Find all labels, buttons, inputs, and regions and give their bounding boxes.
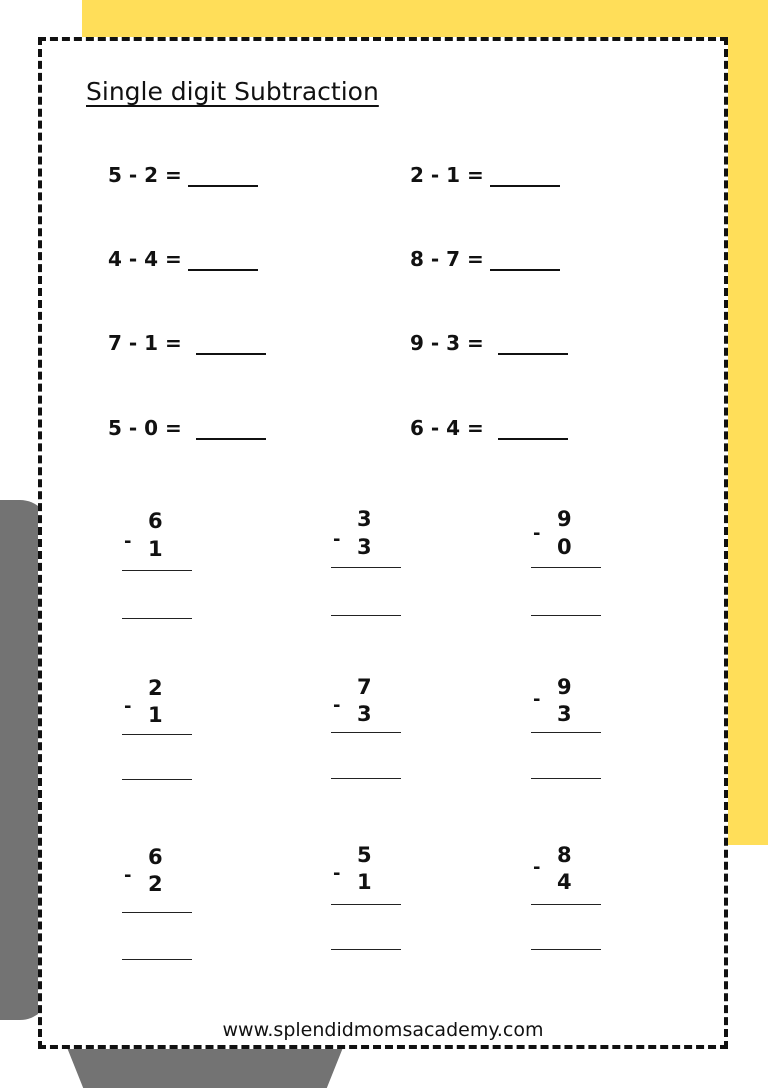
vertical-problem (122, 678, 202, 798)
minuend: 7 (357, 675, 372, 699)
minuend: 6 (148, 845, 163, 869)
answer-blank[interactable] (196, 337, 266, 355)
sum-line (531, 904, 601, 905)
vertical-problem (122, 511, 202, 631)
answer-line[interactable] (531, 615, 601, 616)
sum-line (122, 734, 192, 735)
answer-line[interactable] (331, 949, 401, 950)
minuend: 6 (148, 509, 163, 533)
horizontal-problem (410, 247, 560, 271)
problem-expression: 2 - 1 = (410, 163, 484, 187)
sum-line (331, 904, 401, 905)
vertical-problem (122, 847, 202, 967)
vertical-problem (331, 677, 411, 797)
answer-line[interactable] (531, 778, 601, 779)
answer-line[interactable] (122, 959, 192, 960)
answer-blank[interactable] (188, 169, 258, 187)
minus-sign: - (533, 523, 541, 544)
sum-line (531, 567, 601, 568)
horizontal-problem (410, 331, 568, 355)
minus-sign: - (533, 689, 541, 710)
problem-expression: 4 - 4 = (108, 247, 182, 271)
sum-line (331, 732, 401, 733)
answer-line[interactable] (331, 615, 401, 616)
minuend: 2 (148, 676, 163, 700)
sum-line (122, 570, 192, 571)
answer-blank[interactable] (188, 253, 258, 271)
answer-blank[interactable] (490, 169, 560, 187)
vertical-problem (531, 845, 611, 965)
worksheet-title: Single digit Subtraction (86, 77, 379, 106)
answer-blank[interactable] (196, 422, 266, 440)
minus-sign: - (124, 696, 132, 717)
answer-blank[interactable] (490, 253, 560, 271)
horizontal-problem (410, 163, 560, 187)
subtrahend: 3 (557, 702, 572, 726)
footer-website: www.splendidmomsacademy.com (222, 1019, 544, 1041)
sum-line (122, 912, 192, 913)
subtrahend: 3 (357, 702, 372, 726)
problem-expression: 7 - 1 = (108, 331, 182, 355)
horizontal-problem (108, 163, 258, 187)
minuend: 9 (557, 507, 572, 531)
subtrahend: 1 (148, 537, 163, 561)
minus-sign: - (124, 865, 132, 886)
subtrahend: 2 (148, 872, 163, 896)
minuend: 9 (557, 675, 572, 699)
minuend: 8 (557, 843, 572, 867)
minus-sign: - (533, 857, 541, 878)
vertical-problem (331, 845, 411, 965)
answer-blank[interactable] (498, 337, 568, 355)
answer-blank[interactable] (498, 422, 568, 440)
horizontal-problem (108, 416, 266, 440)
subtrahend: 1 (148, 703, 163, 727)
answer-line[interactable] (331, 778, 401, 779)
horizontal-problem (108, 247, 258, 271)
subtrahend: 3 (357, 535, 372, 559)
subtrahend: 4 (557, 870, 572, 894)
minus-sign: - (124, 531, 132, 552)
answer-line[interactable] (122, 618, 192, 619)
vertical-problem (531, 509, 611, 629)
answer-line[interactable] (122, 779, 192, 780)
vertical-problem (531, 677, 611, 797)
minuend: 3 (357, 507, 372, 531)
sum-line (531, 732, 601, 733)
minus-sign: - (333, 695, 341, 716)
problem-expression: 5 - 2 = (108, 163, 182, 187)
minus-sign: - (333, 529, 341, 550)
vertical-problem (331, 509, 411, 629)
sum-line (331, 567, 401, 568)
worksheet-card (38, 37, 728, 1049)
minus-sign: - (333, 863, 341, 884)
minuend: 5 (357, 843, 372, 867)
answer-line[interactable] (531, 949, 601, 950)
horizontal-problem (108, 331, 266, 355)
problem-expression: 8 - 7 = (410, 247, 484, 271)
horizontal-problem (410, 416, 568, 440)
subtrahend: 1 (357, 870, 372, 894)
problem-expression: 6 - 4 = (410, 416, 484, 440)
problem-expression: 5 - 0 = (108, 416, 182, 440)
subtrahend: 0 (557, 535, 572, 559)
problem-expression: 9 - 3 = (410, 331, 484, 355)
